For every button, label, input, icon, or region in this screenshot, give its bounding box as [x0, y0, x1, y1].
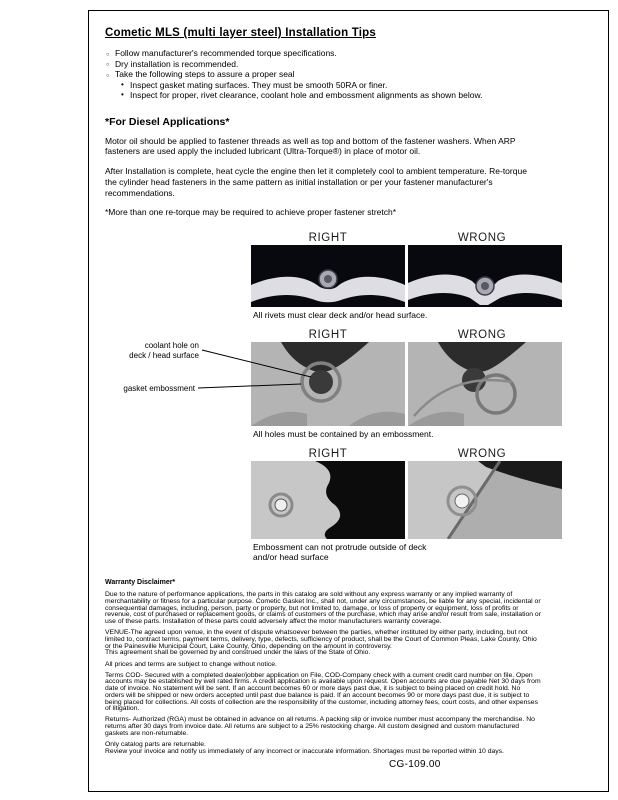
coolant-hole-right-photo [251, 342, 405, 426]
warranty-heading: Warranty Disclaimer* [105, 579, 176, 587]
diagram-row-rivets [105, 232, 603, 320]
wrong-column-label: WRONG [457, 232, 507, 245]
warranty-paragraph: Review your invoice and notify us immediately of any incorrect or inaccurate information. Shortages must be reported within 10 days. [105, 747, 504, 755]
retorque-note: *More than one re-torque may be required to achieve proper fastener stretch* [105, 207, 397, 218]
embossment-wrong-photo [408, 461, 562, 539]
warranty-paragraph: VENUE-The agreed upon venue, in the event of dispute whatsoever between the parties, whether instituted by either party, including, but not limited to, contract terms, payment terms, delivery, type, defects, sufficiency of product, shall be the Court of Common Pleas, Lake County, Ohio or the Painesville Municipal Court, Lake County, Ohio, depending on the amount in controversy. [105, 629, 537, 650]
embossment-right-photo [251, 461, 405, 539]
warranty-paragraph: Returns- Authorized (RGA) must be obtained in advance on all returns. A packing slip or invoice number must accompany the merchandise. No returns after 30 days from invoice date. All returns are subject to a 25% restocking charge. All custom designed and custom manufactured gaskets are non-returnable. [105, 716, 535, 737]
gasket-embossment-label: gasket embossment [123, 384, 195, 394]
warranty-paragraph: All prices and terms are subject to change without notice. [105, 660, 277, 668]
coolant-hole-label: coolant hole on deck / head surface [129, 341, 199, 360]
page-code: CG-109.00 [389, 759, 441, 770]
page-title: Cometic MLS (multi layer steel) Installation Tips [105, 27, 376, 39]
tip-item: ○ Follow manufacturer's recommended torque specifications. [105, 48, 602, 59]
warranty-paragraph: Only catalog parts are returnable. [105, 741, 206, 749]
diagram-row-embossment [105, 448, 603, 562]
right-column-label: RIGHT [308, 232, 348, 245]
warranty-disclaimer [105, 580, 541, 755]
tip-item: ○ Dry installation is recommended. [105, 59, 602, 70]
diagram-row-holes [105, 329, 603, 439]
catalog-page [88, 10, 609, 792]
wrong-column-label: WRONG [457, 329, 507, 342]
rivet-clearance-right-photo [251, 245, 405, 307]
rivet-caption: All rivets must clear deck and/or head surface. [253, 310, 428, 321]
coolant-hole-wrong-photo [408, 342, 562, 426]
warranty-paragraph: Due to the nature of performance applications, the parts in this catalog are sold without any express warranty or any implied warranty of merchantability or fitness for a particular purpose. Cometic Gasket Inc., shall not, under any circumstances, be liable for any special, incidental or consequential damages, including, person, party or property, but not limited to, damage, or loss of property or equipment, loss of profits or revenue, cost of purchased or replacement goods, or claims of customers of the purchase, which may arise and/or result from sale, installation or use of these parts. Installation of these parts could adversely affect the motor manufacturers warranty coverage. [105, 591, 541, 625]
wrong-column-label: WRONG [457, 448, 507, 461]
holes-caption: All holes must be contained by an embossment. [253, 429, 434, 440]
rivet-clearance-wrong-photo [408, 245, 562, 307]
diesel-paragraph-1: Motor oil should be applied to fastener threads as well as top and bottom of the fastener washers. When ARP fasteners are used apply the included lubricant (Ultra-Torque®) in place of motor oil. [105, 135, 516, 157]
tip-item: ○ Take the following steps to assure a proper seal [105, 69, 602, 80]
diesel-applications-heading: *For Diesel Applications* [105, 115, 230, 128]
warranty-paragraph: This agreement shall be governed by and construed under the laws of the State of Ohio. [105, 649, 371, 657]
tip-sub-item: • Inspect gasket mating surfaces. They must be smooth 50RA or finer. [120, 80, 602, 91]
installation-tips-list [105, 48, 602, 101]
embossment-caption: Embossment can not protrude outside of deck and/or head surface [253, 542, 427, 563]
warranty-paragraph: Terms COD- Secured with a completed dealer/jobber application on File, COD-Company check with a current credit card number on file. Open accounts may be established by well rated firms. A credit application is available upon request. Open accounts are due payable Net 30 days from date of invoice. No statement will be sent. If an account becomes 60 or more days past due, it is subject to being placed on credit hold. No orders will be shipped or new orders accepted until past due balance is paid. If an account becomes 90 or more days past due, it is subject to being placed for collections. All costs of collection are the responsibility of the customer, including attorney fees, court costs, and other expenses of litigation. [105, 671, 541, 713]
tip-sub-item: • Inspect for proper, rivet clearance, coolant hole and embossment alignments as shown below. [120, 90, 602, 101]
diesel-paragraph-2: After Installation is complete, heat cycle the engine then let it completely cool to ambient temperature. Re-torque the cylinder head fasteners in the same pattern as initial installation or per your fastener manufacturer's recommendations. [105, 166, 527, 198]
right-column-label: RIGHT [308, 448, 348, 461]
right-column-label: RIGHT [308, 329, 348, 342]
diagram-section [105, 232, 602, 562]
